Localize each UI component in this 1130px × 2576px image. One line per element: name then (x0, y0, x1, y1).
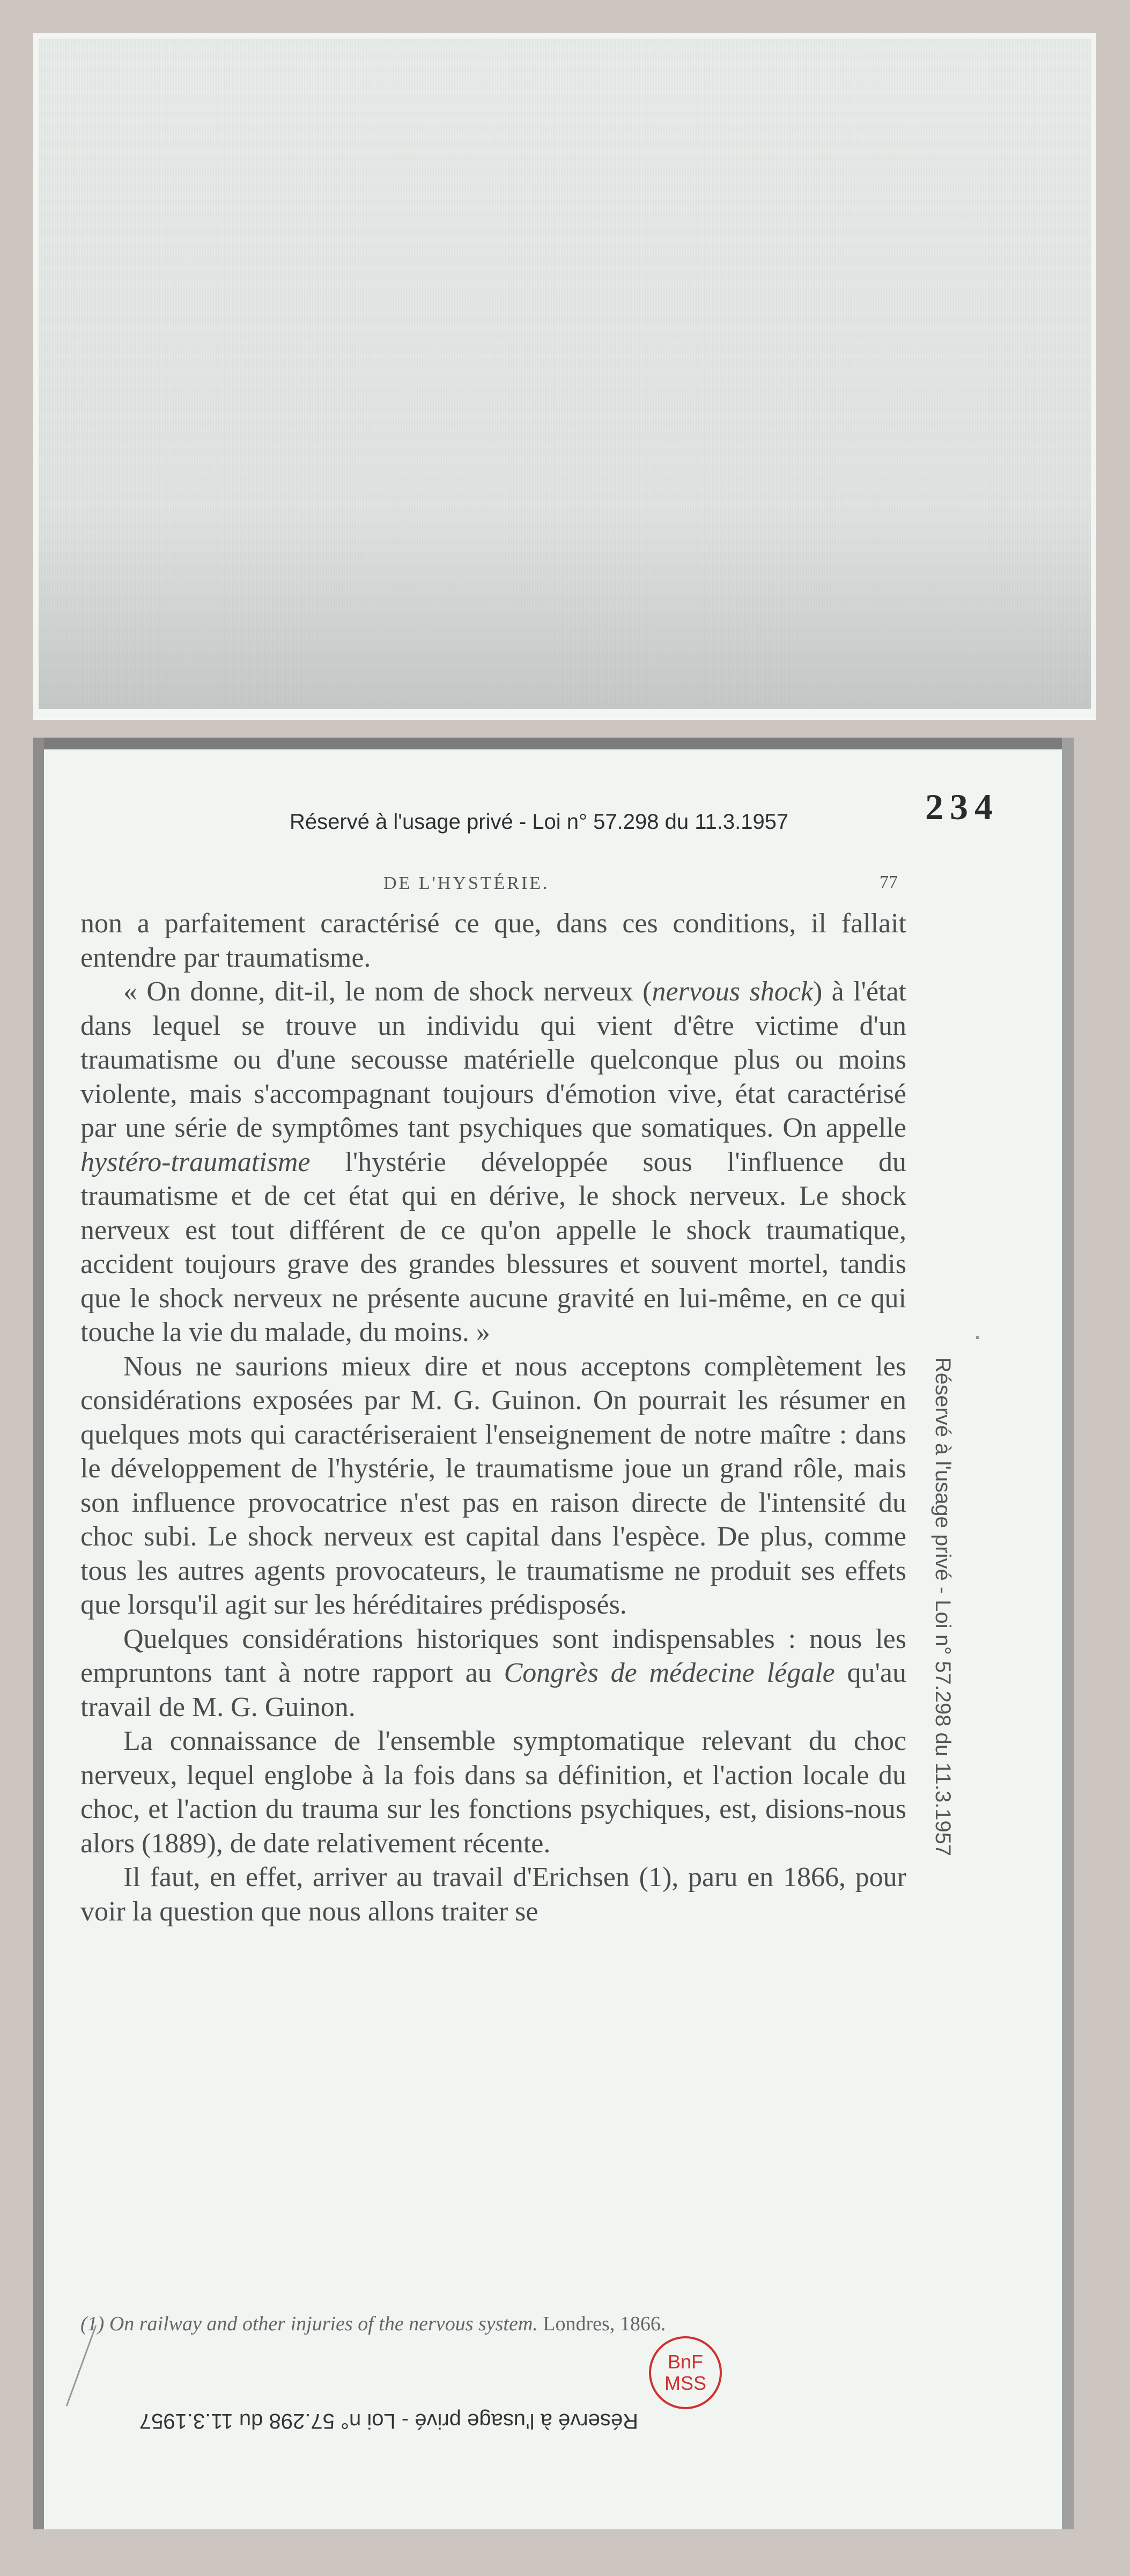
page-border-top (33, 738, 1074, 749)
p4-italic-congres: Congrès de médecine légale (504, 1658, 835, 1688)
p2-text-a: « On donne, dit-il, le nom de shock nerveux ( (123, 976, 652, 1007)
paragraph-2 (80, 975, 906, 1350)
body-text (80, 907, 906, 1929)
usage-stamp-side: Réservé à l'usage privé - Loi n° 57.298 du 11.3.1957 (931, 1357, 955, 1857)
sheet-texture (39, 39, 1091, 709)
bnf-stamp-line2: MSS (664, 2372, 706, 2394)
bnf-stamp-line1: BnF (667, 2351, 704, 2373)
footnote-rest: Londres, 1866. (537, 2313, 666, 2335)
p4-text-a: Quelques considérations historiques sont indispensables : nous les empruntons tant à notre rapport au (80, 1623, 906, 1688)
p2-text-b: ) à l'état dans lequel se trouve un individu qui vient d'être victime d'un traumatisme ou d'une secousse matérielle quelconque plus ou moins violente, mais s'accompagnant toujours d'émotion vive, état caractérisé par une série de symptômes tant psychiques que somatiques. On appelle (80, 976, 907, 1143)
usage-stamp-top: Réservé à l'usage privé - Loi n° 57.298 du 11.3.1957 (290, 810, 789, 834)
paragraph-4 (80, 1622, 906, 1725)
page-border-left (33, 738, 44, 2529)
usage-stamp-bottom: Réservé à l'usage privé - Loi n° 57.298 du 11.3.1957 (139, 2409, 638, 2433)
folio-number: 234 (925, 786, 999, 827)
bnf-library-stamp (649, 2336, 722, 2409)
page-border-right (1062, 738, 1074, 2529)
p2-italic-hystero-traumatisme: hystéro-traumatisme (80, 1146, 311, 1177)
paragraph-5: La connaissance de l'ensemble symptomatique relevant du choc nerveux, lequel englobe à la fois dans sa définition, et l'action locale du choc, et l'action du trauma sur les fonctions psychiques, est, disions-nous alors (1889), de date relativement récente. (80, 1726, 906, 1859)
margin-mark (976, 1336, 979, 1339)
footnote (80, 2312, 906, 2336)
paragraph-1: non a parfaitement caractérisé ce que, dans ces conditions, il fallait entendre par traumatisme. (80, 908, 906, 973)
p4-text-b: qu'au travail de M. G. Guinon. (80, 1658, 907, 1723)
footnote-marker: (1) (80, 2313, 105, 2335)
footnote-italic: On railway and other injuries of the nervous system. (109, 2313, 538, 2335)
blank-top-sheet (33, 33, 1096, 720)
page-number: 77 (880, 872, 898, 892)
paragraph-6: Il faut, en effet, arriver au travail d'Erichsen (1), paru en 1866, pour voir la question que nous allons traiter se (80, 1862, 906, 1927)
p2-text-c: l'hystérie développée sous l'influence du traumatisme et de cet état qui en dérive, le shock nerveux. Le shock nerveux est tout différent de ce qu'on appelle le shock traumatique, accident toujours grave des grandes blessures et souvent mortel, tandis que le shock nerveux ne présente aucune gravité en lui-même, en ce qui touche la vie du malade, du moins. » (80, 1146, 906, 1348)
running-head: DE L'HYSTÉRIE. (383, 873, 550, 893)
p2-italic-nervous-shock: nervous shock (652, 976, 813, 1007)
paragraph-3: Nous ne saurions mieux dire et nous acceptons complètement les considérations exposées par M. G. Guinon. On pourrait les résumer en quelques mots qui caractériseraient l'enseignement de notre maître : dans le développement de l'hystérie, le traumatisme joue un grand rôle, mais son influence provocatrice n'est pas en raison directe de l'intensité du choc subi. Le shock nerveux est capital dans l'espèce. De plus, comme tous les autres agents provocateurs, le traumatisme ne produit ses effets que lorsqu'il agit sur les héréditaires prédisposés. (80, 1351, 906, 1620)
